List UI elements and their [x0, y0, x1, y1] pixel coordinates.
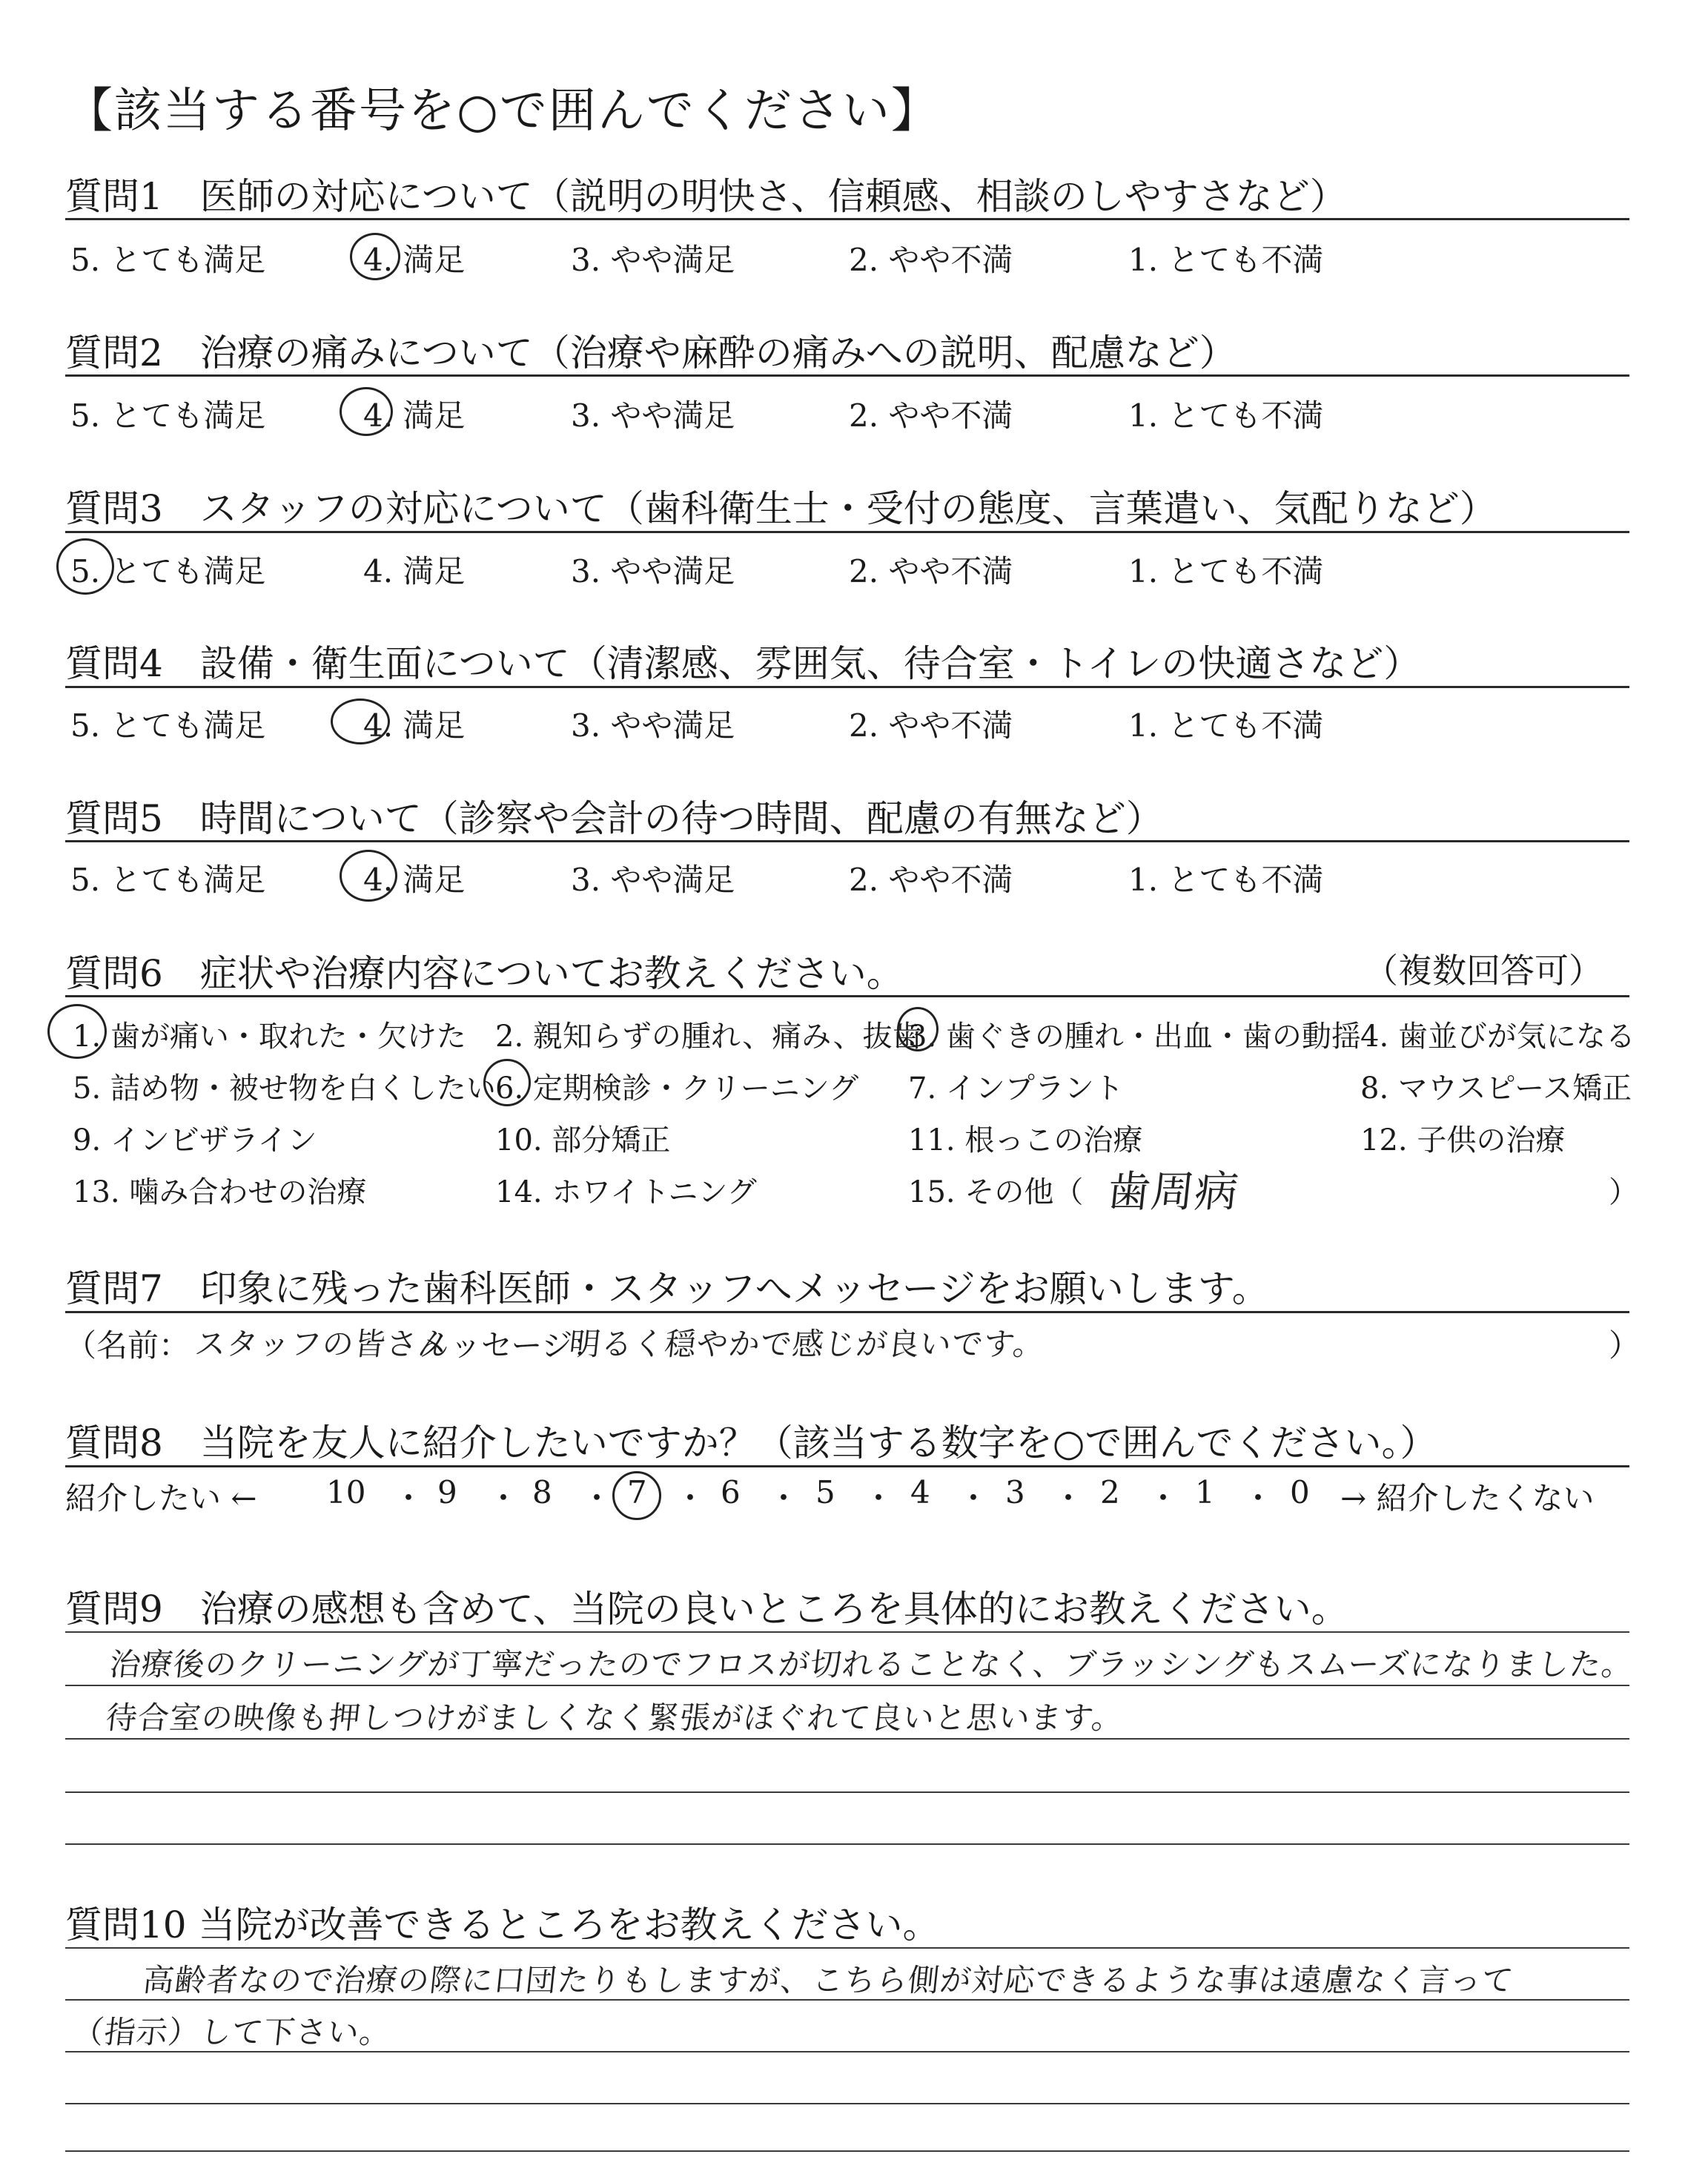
q10-line-2	[65, 1999, 1629, 2001]
q6-option-3[interactable]: 3. 歯ぐきの腫れ・出血・歯の動揺	[908, 1020, 1361, 1054]
q6-option-9[interactable]: 9. インビザライン	[73, 1123, 317, 1157]
q8-scale-8[interactable]: 8	[532, 1474, 552, 1510]
q1-option-2[interactable]: 2. やや不満	[849, 242, 1013, 278]
q7-heading: 質問7 印象に残った歯科医師・スタッフへメッセージをお願いします。	[65, 1267, 1269, 1310]
q8-scale-5[interactable]: 5	[815, 1474, 835, 1510]
q4-option-2[interactable]: 2. やや不満	[849, 707, 1013, 744]
q1-heading: 質問1 医師の対応について（説明の明快さ、信頼感、相談のしやすさなど）	[65, 175, 1347, 218]
q7-message-value[interactable]: 明るく穏やかで感じが良いです。	[567, 1326, 1047, 1362]
q6-option-15[interactable]: 15. その他（	[908, 1175, 1084, 1209]
q8-scale-10[interactable]: 10	[326, 1474, 366, 1510]
q8-scale-6[interactable]: 6	[721, 1474, 741, 1510]
q6-option-10[interactable]: 10. 部分矯正	[495, 1123, 671, 1157]
q6-option-7[interactable]: 7. インプラント	[908, 1071, 1124, 1106]
q3-option-4[interactable]: 4. 満足	[363, 553, 466, 589]
q4-option-4[interactable]: 4. 満足	[363, 707, 466, 744]
q5-heading: 質問5 時間について（診察や会計の待つ時間、配慮の有無など）	[65, 797, 1163, 840]
q10-answer-line-1[interactable]: 高齢者なので治療の際に口団たりもしますが、こちら側が対応できるような事は遠慮なく言って	[141, 1962, 1516, 1998]
q7-name-label: （名前：	[65, 1327, 191, 1364]
q8-scale-separator: ・	[581, 1480, 613, 1516]
q8-right-label: → 紹介したくない	[1340, 1480, 1595, 1516]
q10-line-1	[65, 1947, 1629, 1949]
q1-rule	[65, 218, 1629, 220]
q6-option-4[interactable]: 4. 歯並びが気になる	[1360, 1020, 1635, 1054]
q8-scale-4[interactable]: 4	[910, 1474, 930, 1510]
q2-heading: 質問2 治療の痛みについて（治療や麻酔の痛みへの説明、配慮など）	[65, 331, 1237, 374]
q8-scale-separator: ・	[1242, 1480, 1274, 1516]
q2-option-1[interactable]: 1. とても不満	[1128, 397, 1324, 434]
q8-scale-separator: ・	[863, 1480, 895, 1516]
q1-option-1[interactable]: 1. とても不満	[1128, 242, 1324, 278]
q7-rule	[65, 1311, 1629, 1313]
q6-heading: 質問6 症状や治療内容についてお教えください。	[65, 952, 904, 995]
q10-line-5	[65, 2150, 1629, 2152]
q10-heading: 質問10 当院が改善できるところをお教えください。	[65, 1903, 940, 1946]
q9-heading: 質問9 治療の感想も含めて、当院の良いところを具体的にお教えください。	[65, 1588, 1348, 1631]
q6-option-12[interactable]: 12. 子供の治療	[1360, 1123, 1566, 1157]
q5-option-3[interactable]: 3. やや満足	[571, 862, 735, 898]
q8-scale-0[interactable]: 0	[1290, 1474, 1310, 1510]
q8-scale-3[interactable]: 3	[1005, 1474, 1025, 1510]
q2-rule	[65, 374, 1629, 377]
q6-option-11[interactable]: 11. 根っこの治療	[908, 1123, 1143, 1157]
q6-rule	[65, 995, 1629, 997]
q6-option-1[interactable]: 1. 歯が痛い・取れた・欠けた	[73, 1020, 466, 1054]
q5-rule	[65, 840, 1629, 842]
q8-scale-9[interactable]: 9	[437, 1474, 457, 1510]
q9-line-1	[65, 1631, 1629, 1633]
q6-option-13[interactable]: 13. 噛み合わせの治療	[73, 1175, 367, 1209]
q8-left-label: 紹介したい ←	[65, 1480, 257, 1516]
q8-rule	[65, 1465, 1629, 1467]
q8-scale-7[interactable]: 7	[627, 1474, 647, 1510]
q2-option-5[interactable]: 5. とても満足	[70, 397, 266, 434]
q3-option-2[interactable]: 2. やや不満	[849, 553, 1013, 589]
q8-scale-separator: ・	[675, 1480, 706, 1516]
q3-option-3[interactable]: 3. やや満足	[571, 553, 735, 589]
page-title: 【該当する番号を○で囲んでください】	[65, 84, 940, 139]
q6-option-6[interactable]: 6. 定期検診・クリーニング	[495, 1071, 859, 1106]
q10-answer-line-2[interactable]: （指示）して下さい。	[70, 2014, 394, 2050]
q8-scale-2[interactable]: 2	[1100, 1474, 1120, 1510]
q3-rule	[65, 531, 1629, 533]
q8-scale-separator: ・	[768, 1480, 800, 1516]
q9-line-3	[65, 1738, 1629, 1740]
q6-option-5[interactable]: 5. 詰め物・被せ物を白くしたい	[73, 1071, 496, 1106]
q4-option-1[interactable]: 1. とても不満	[1128, 707, 1324, 744]
q9-answer-line-2[interactable]: 待合室の映像も押しつけがましくなく緊張がほぐれて良いと思います。	[104, 1700, 1126, 1736]
q1-option-4[interactable]: 4. 満足	[363, 242, 466, 278]
q4-option-5[interactable]: 5. とても満足	[70, 707, 266, 744]
q5-option-4[interactable]: 4. 満足	[363, 862, 466, 898]
q7-name-value[interactable]: スタッフの皆さん	[193, 1326, 452, 1362]
q8-scale-separator: ・	[1148, 1480, 1179, 1516]
q6-option-2[interactable]: 2. 親知らずの腫れ、痛み、抜歯	[495, 1020, 922, 1054]
q8-scale-separator: ・	[958, 1480, 990, 1516]
q10-line-3	[65, 2051, 1629, 2052]
q4-heading: 質問4 設備・衛生面について（清潔感、雰囲気、待合室・トイレの快適さなど）	[65, 642, 1421, 685]
q9-line-4	[65, 1791, 1629, 1793]
q8-heading: 質問8 当院を友人に紹介したいですか？（該当する数字を○で囲んでください。）	[65, 1421, 1437, 1464]
q10-line-4	[65, 2103, 1629, 2104]
q5-option-1[interactable]: 1. とても不満	[1128, 862, 1324, 898]
q5-option-2[interactable]: 2. やや不満	[849, 862, 1013, 898]
q9-answer-line-1[interactable]: 治療後のクリーニングが丁寧だったのでフロスが切れることなく、ブラッシングもスムーズになりました。	[107, 1646, 1635, 1682]
q1-option-5[interactable]: 5. とても満足	[70, 242, 266, 278]
q8-scale-separator: ・	[488, 1480, 520, 1516]
q3-option-1[interactable]: 1. とても不満	[1128, 553, 1324, 589]
q2-option-4[interactable]: 4. 満足	[363, 397, 466, 434]
q7-message-label: メッセージ：	[419, 1327, 604, 1364]
q2-option-3[interactable]: 3. やや満足	[571, 397, 735, 434]
q3-option-5[interactable]: 5. とても満足	[70, 553, 266, 589]
q8-scale-separator: ・	[393, 1480, 425, 1516]
q6-other-close-paren: ）	[1609, 1175, 1638, 1209]
q6-multiple-answers-note: （複数回答可）	[1364, 951, 1603, 991]
q6-option-8[interactable]: 8. マウスピース矯正	[1360, 1071, 1632, 1106]
q7-close-paren: ）	[1609, 1327, 1641, 1364]
q8-scale-separator: ・	[1053, 1480, 1085, 1516]
q3-heading: 質問3 スタッフの対応について（歯科衛生士・受付の態度、言葉遣い、気配りなど）	[65, 487, 1497, 530]
q9-line-2	[65, 1685, 1629, 1686]
q1-option-3[interactable]: 3. やや満足	[571, 242, 735, 278]
q5-option-5[interactable]: 5. とても満足	[70, 862, 266, 898]
q4-option-3[interactable]: 3. やや満足	[571, 707, 735, 744]
q6-other-answer[interactable]: 歯周病	[1105, 1166, 1242, 1217]
q8-scale-1[interactable]: 1	[1195, 1474, 1215, 1510]
q2-option-2[interactable]: 2. やや不満	[849, 397, 1013, 434]
q9-line-5	[65, 1843, 1629, 1845]
q6-option-14[interactable]: 14. ホワイトニング	[495, 1175, 757, 1209]
q4-rule	[65, 686, 1629, 688]
